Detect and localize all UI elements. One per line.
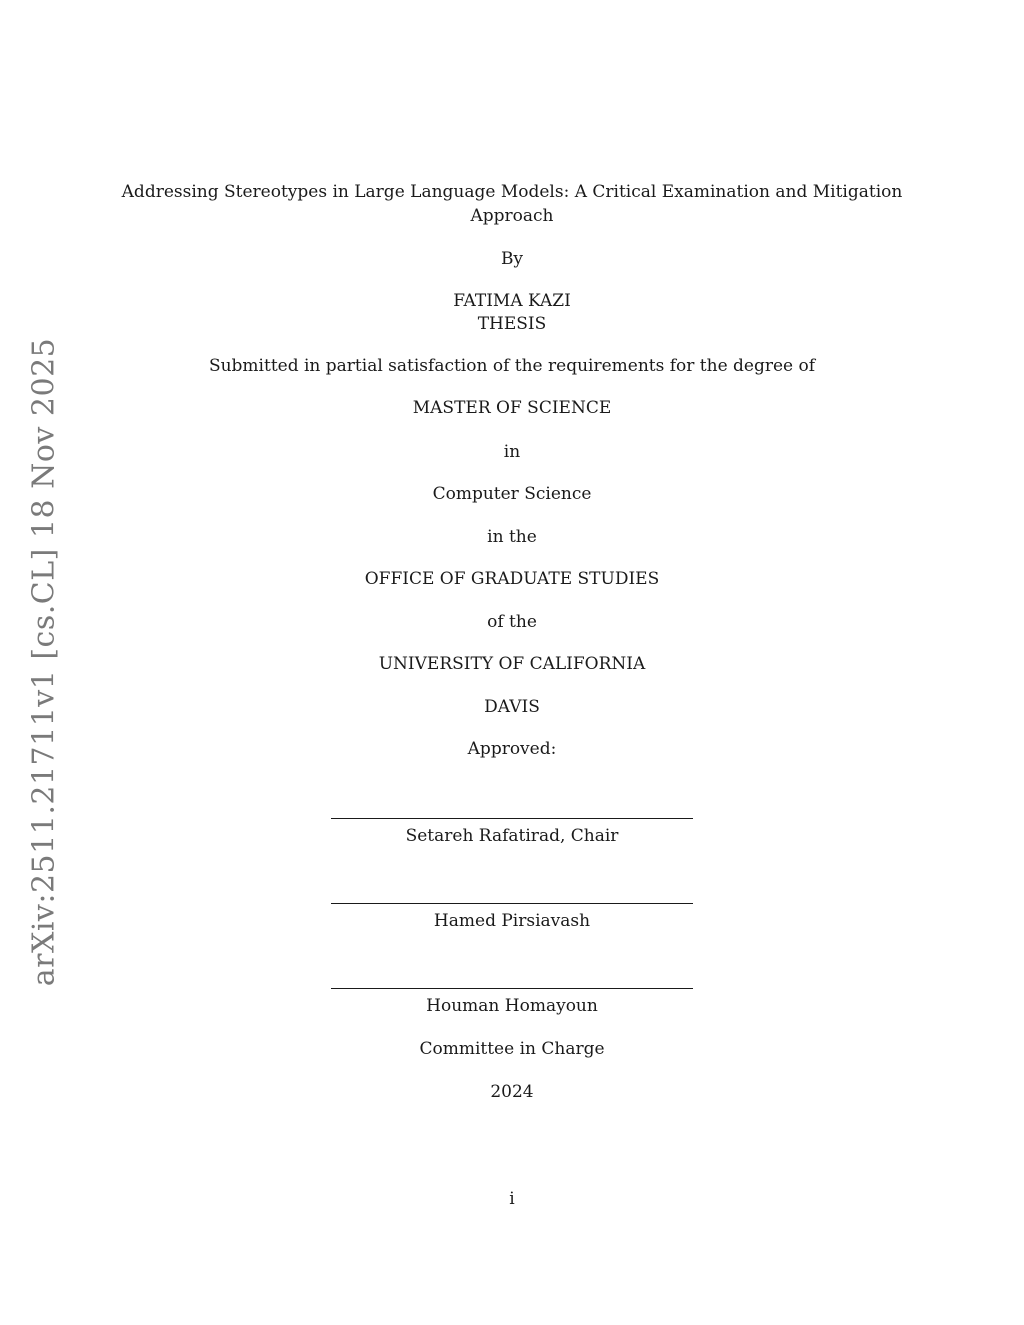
committee-member-3: Houman Homayoun: [426, 996, 598, 1016]
in-the-label: in the: [487, 527, 537, 547]
document-type: THESIS: [477, 314, 547, 334]
office-name: OFFICE OF GRADUATE STUDIES: [364, 569, 660, 589]
university-name: UNIVERSITY OF CALIFORNIA: [378, 654, 646, 674]
campus-name: DAVIS: [484, 697, 540, 717]
signature-line-2: [331, 903, 693, 904]
by-label: By: [500, 249, 524, 269]
author-name: FATIMA KAZI: [453, 291, 571, 311]
submission-statement: Submitted in partial satisfaction of the requirements for the degree of: [208, 356, 816, 376]
of-the-label: of the: [487, 612, 537, 632]
approved-label: Approved:: [467, 739, 557, 759]
page-number: i: [509, 1189, 515, 1209]
arxiv-identifier: arXiv:2511.21711v1 [cs.CL] 18 Nov 2025: [26, 337, 62, 987]
committee-member-2: Hamed Pirsiavash: [433, 911, 591, 931]
signature-line-1: [331, 818, 693, 819]
field-of-study: Computer Science: [432, 484, 592, 504]
committee-label: Committee in Charge: [419, 1039, 605, 1059]
in-label: in: [503, 442, 521, 462]
year: 2024: [490, 1082, 534, 1102]
degree-name: MASTER OF SCIENCE: [412, 398, 612, 418]
title-line-2: Approach: [470, 206, 554, 226]
signature-line-3: [331, 988, 693, 989]
committee-member-chair: Setareh Rafatirad, Chair: [405, 826, 619, 846]
title-line-1: Addressing Stereotypes in Large Language Models: A Critical Examination and Mitigation: [121, 182, 903, 202]
